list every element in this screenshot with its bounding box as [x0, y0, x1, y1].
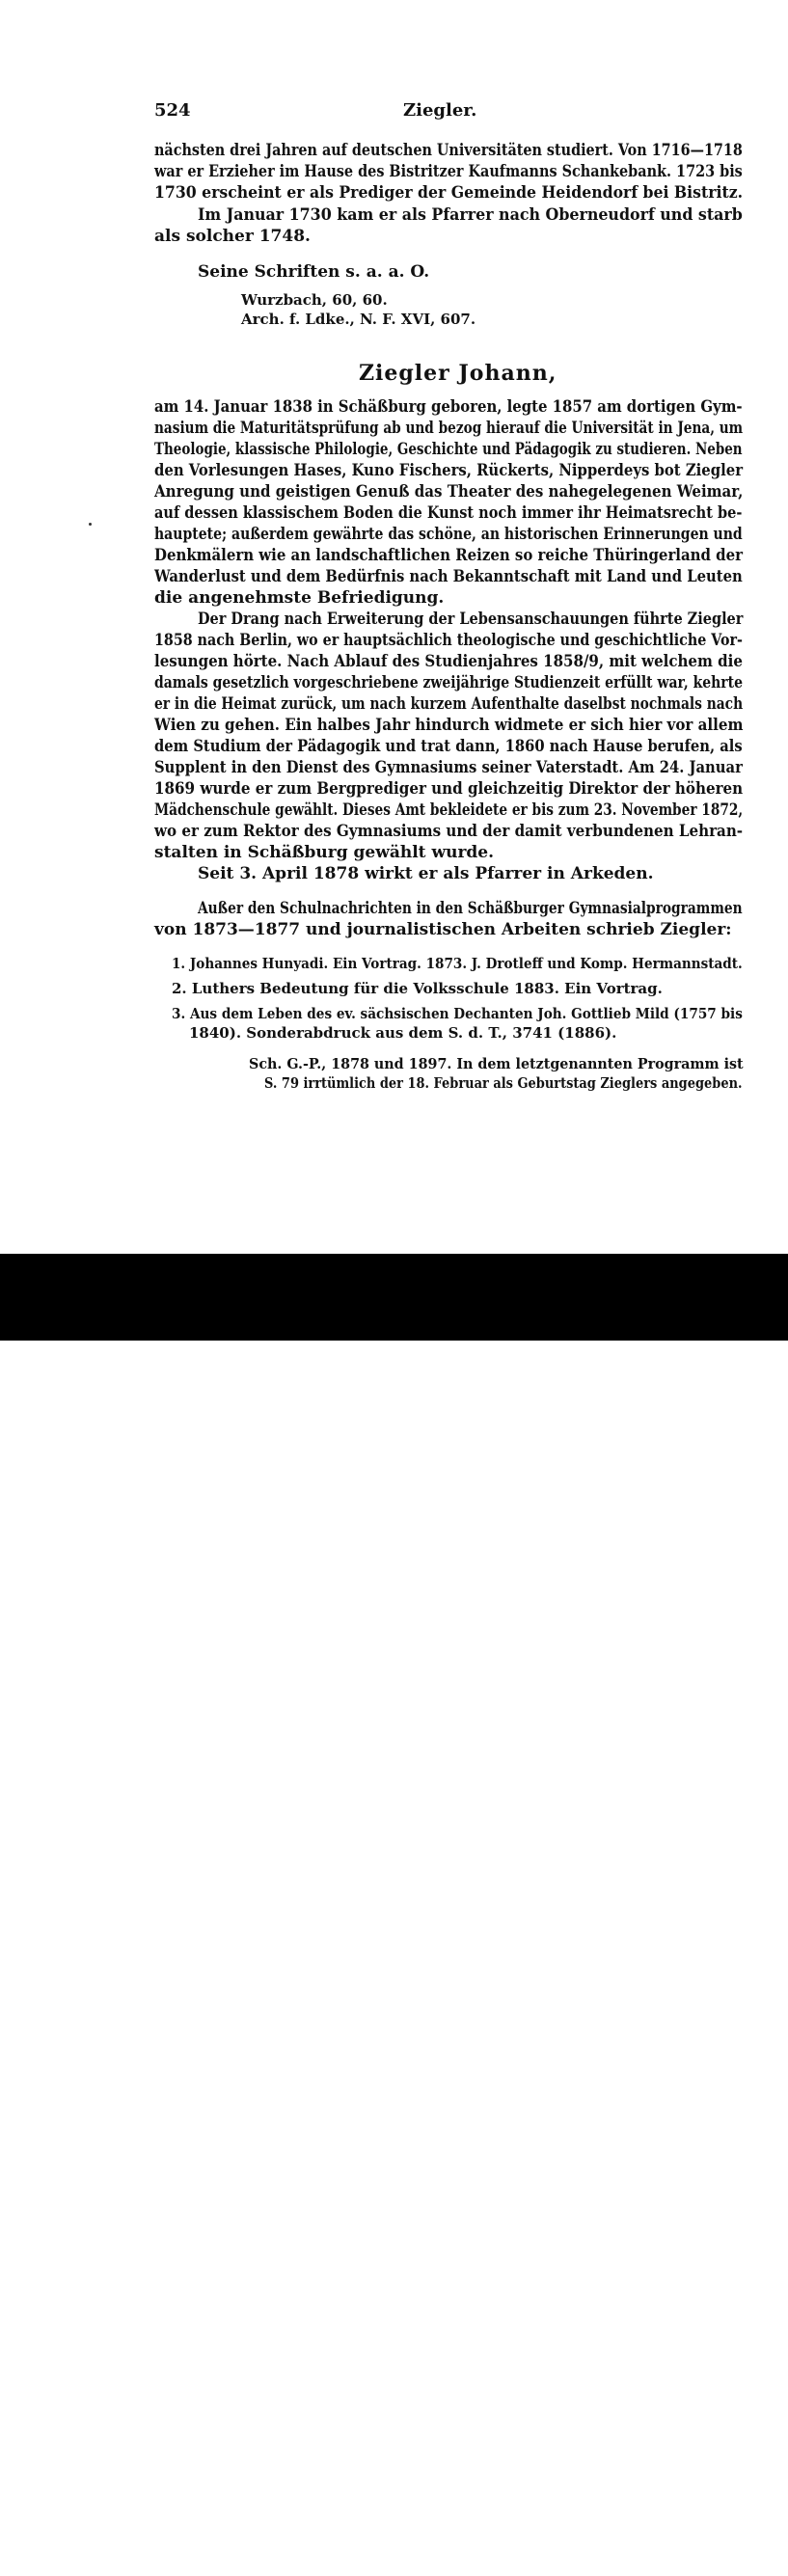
- text-line: Im Januar 1730 kam er als Pfarrer nach Oberneudorf und starb: [198, 205, 743, 225]
- text-line: Seit 3. April 1878 wirkt er als Pfarrer in Arkeden.: [198, 864, 654, 883]
- text-line: war er Erzieher im Hause des Bistritzer Kaufmanns Schankebank. 1723 bis: [154, 162, 743, 181]
- text-line: dem Studium der Pädagogik und trat dann, 1860 nach Hause berufen, als: [154, 737, 743, 756]
- text-line: Denkmälern wie an landschaftlichen Reizen so reiche Thüringerland der: [154, 546, 744, 565]
- text-line: Mädchenschule gewählt. Dieses Amt bekleidete er bis zum 23. November 1872,: [154, 800, 744, 820]
- running-head: Ziegler.: [403, 100, 477, 121]
- text-line: stalten in Schäßburg gewählt wurde.: [154, 843, 495, 862]
- text-line: am 14. Januar 1838 in Schäßburg geboren, legte 1857 am dortigen Gym-: [154, 397, 743, 417]
- text-line: auf dessen klassischem Boden die Kunst noch immer ihr Heimatsrecht be-: [154, 503, 743, 523]
- watermark-bar: [0, 1254, 788, 2576]
- text-line: Wien zu gehen. Ein halbes Jahr hindurch widmete er sich hier vor allem: [154, 716, 744, 735]
- work-item: 1840). Sonderabdruck aus dem S. d. T., 3741 (1886).: [189, 1024, 617, 1042]
- text-line: 1869 wurde er zum Bergprediger und gleichzeitig Direktor der höheren: [154, 779, 744, 799]
- text-line: Supplent in den Dienst des Gymnasiums seiner Vaterstadt. Am 24. Januar: [154, 758, 743, 777]
- watermark-url: www.alamy.com: [610, 2558, 734, 2576]
- text-line: den Vorlesungen Hases, Kuno Fischers, Rückerts, Nipperdeys bot Ziegler: [154, 461, 744, 480]
- text-line: er in die Heimat zurück, um nach kurzem Aufenthalte daselbst nochmals nach: [154, 694, 744, 714]
- text-line: Der Drang nach Erweiterung der Lebensanschauungen führte Ziegler: [198, 610, 744, 629]
- work-item: 3. Aus dem Leben des ev. sächsischen Dechanten Joh. Gottlieb Mild (1757 bis: [172, 1005, 743, 1022]
- page-number: 524: [154, 100, 191, 121]
- alamy-logo: alamy$^a$: [29, 2525, 177, 2574]
- text-line: Theologie, klassische Philologie, Geschichte und Pädagogik zu studieren. Neben: [154, 440, 743, 459]
- text-line: von 1873—1877 und journalistischen Arbeiten schrieb Ziegler:: [154, 920, 732, 939]
- text-line: lesungen hörte. Nach Ablauf des Studienjahres 1858/9, mit welchem die: [154, 652, 743, 671]
- text-line: 1858 nach Berlin, wo er hauptsächlich theologische und geschichtliche Vor-: [154, 631, 743, 650]
- text-line: nächsten drei Jahren auf deutschen Universitäten studiert. Von 1716—1718: [154, 141, 743, 160]
- speck: [89, 523, 92, 526]
- text-line: als solcher 1748.: [154, 227, 311, 246]
- text-line: nasium die Maturitätsprüfung ab und bezog hierauf die Universität in Jena, um: [154, 419, 744, 438]
- text-line: damals gesetzlich vorgeschriebene zweijährige Studienzeit erfüllt war, kehrte: [154, 673, 743, 692]
- source-line: Sch. G.-P., 1878 und 1897. In dem letztgenannten Programm ist: [249, 1055, 744, 1072]
- entry-title: Ziegler Johann,: [359, 361, 557, 386]
- text-line: wo er zum Rektor des Gymnasiums und der damit verbundenen Lehran-: [154, 822, 744, 841]
- logo-mark-icon: a: [168, 2525, 177, 2540]
- text-line: Wanderlust und dem Bedürfnis nach Bekanntschaft mit Land und Leuten: [154, 567, 743, 586]
- source-line: S. 79 irrtümlich der 18. Februar als Geburtstag Zieglers angegeben.: [264, 1074, 743, 1092]
- text-line: Anregung und geistigen Genuß das Theater des nahegelegenen Weimar,: [154, 482, 744, 502]
- image-id: W81GB1: [666, 2525, 758, 2548]
- writings-line: Seine Schriften s. a. a. O.: [198, 262, 430, 282]
- text-line: 1730 erscheint er als Prediger der Gemeinde Heidendorf bei Bistritz.: [154, 183, 744, 203]
- text-line: Außer den Schulnachrichten in den Schäßburger Gymnasialprogrammen: [198, 899, 743, 918]
- book-page: [0, 0, 788, 1254]
- reference-line: Arch. f. Ldke., N. F. XVI, 607.: [241, 311, 476, 328]
- work-item: 2. Luthers Bedeutung für die Volksschule 1883. Ein Vortrag.: [172, 980, 663, 997]
- text-line: die angenehmste Befriedigung.: [154, 588, 445, 608]
- work-item: 1. Johannes Hunyadi. Ein Vortrag. 1873. J. Drotleff und Komp. Hermannstadt.: [172, 955, 743, 972]
- text-line: hauptete; außerdem gewährte das schöne, an historischen Erinnerungen und: [154, 525, 743, 544]
- reference-line: Wurzbach, 60, 60.: [241, 291, 388, 309]
